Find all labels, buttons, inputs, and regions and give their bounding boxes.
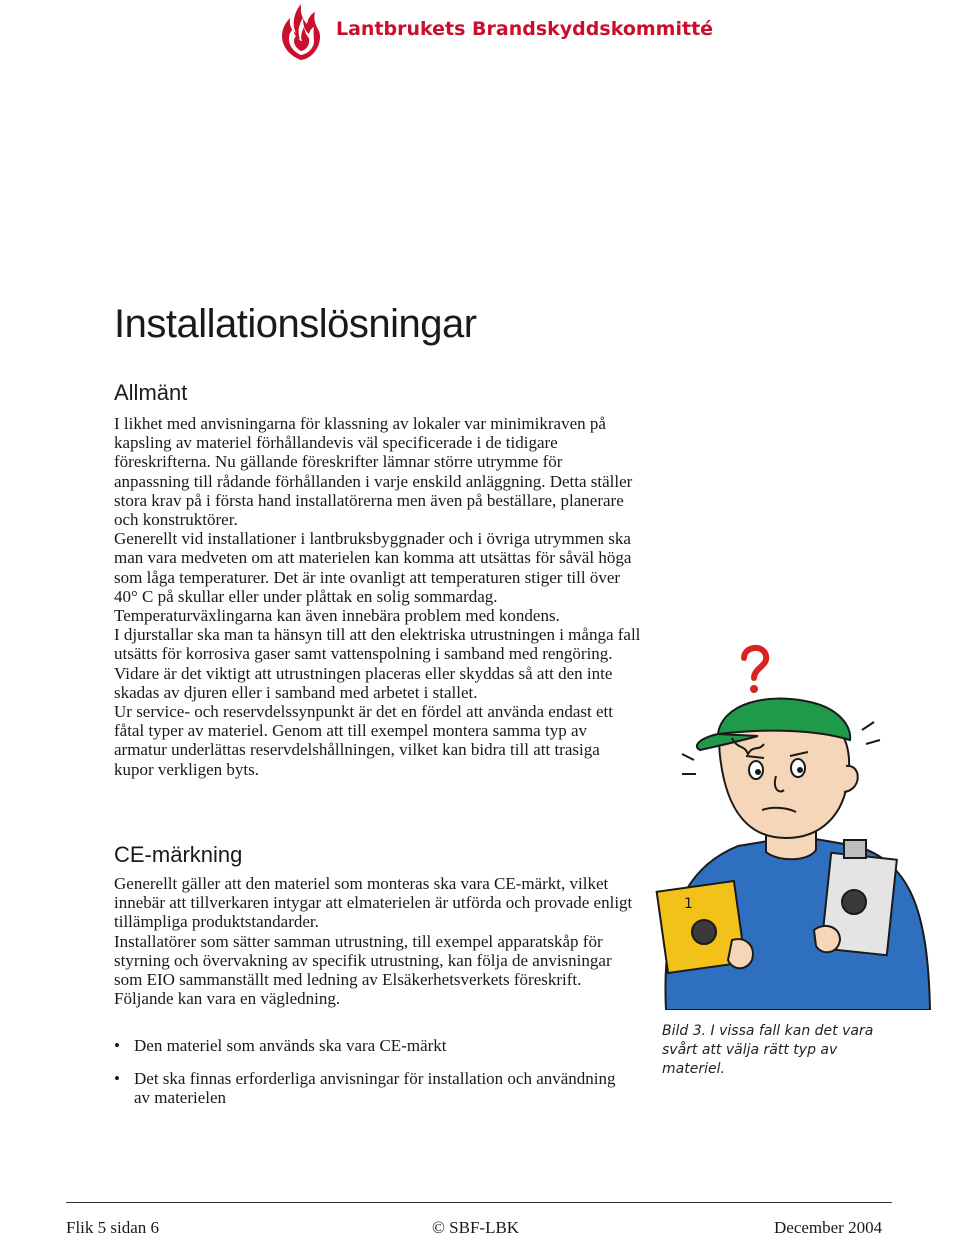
paragraph: Generellt gäller att den materiel som monteras ska vara CE-märkt, vilket innebär att tillverkaren intygar att elmaterielen är utförda och provade enligt tillämpliga produktstandarder. xyxy=(114,874,633,932)
footer-page-label: Flik 5 sidan 6 xyxy=(66,1218,160,1237)
list-item xyxy=(114,1036,634,1055)
svg-text:1: 1 xyxy=(684,896,693,912)
paragraph: I likhet med anvisningarna för klassning av lokaler var minimikraven på kapsling av materiel förhållandevis väl specificerade i de tidigare föreskrifterna. Nu gällande föreskrifter lämnar större utrymme för anpassning till rådande förhållanden i varje enskild anläggning. Detta ställer stora krav på i första hand installatörerna men även på beställare, planerare och konstruktörer. xyxy=(114,414,633,530)
section-body-ce-markning xyxy=(114,874,642,1008)
paragraph: I djurstallar ska man ta hänsyn till att den elektriska utrustningen i många fall utsätts för korrosiva gaser samt vattenspolning i samband med rengöring. Vidare är det viktigt att utrustningen placeras eller skyddas så att den inte skadas av djuren eller i samband med arbetet i stallet. xyxy=(114,625,641,702)
flame-logo-icon xyxy=(272,0,330,62)
bullet-icon: • xyxy=(114,1069,120,1089)
paragraph: Generellt vid installationer i lantbruksbyggnader och i övriga utrymmen ska man vara medveten om att materielen kan komma att utsättas för såväl höga som låga temperaturer. Det är inte ovanligt att temperaturen stiger till över 40° C på skullar eller under plåttak en solig sommardag. Temperaturväxlingarna kan även innebära problem med kondens. xyxy=(114,529,632,626)
list-item xyxy=(114,1069,634,1107)
guidance-list xyxy=(114,1036,634,1122)
bullet-icon: • xyxy=(114,1036,120,1055)
paragraph: Följande kan vara en vägledning. xyxy=(114,989,341,1009)
organization-name: Lantbrukets Brandskyddskommitté xyxy=(336,18,714,40)
footer-copyright: © SBF-LBK xyxy=(432,1218,520,1237)
section-body-allmant xyxy=(114,414,642,779)
page-title: Installationslösningar xyxy=(114,302,477,346)
figure-caption: Bild 3. I vissa fall kan det vara svårt att välja rätt typ av materiel. xyxy=(662,1023,874,1077)
section-heading-ce-markning: CE-märkning xyxy=(114,842,243,867)
paragraph: Ur service- och reservdelssynpunkt är det en fördel att använda endast ett fåtal typer av materiel. Genom att till exempel montera samma typ av armatur underlättas reservdelshållningen, vilket kan bidra till att trasiga kupor verkligen byts. xyxy=(114,702,613,779)
paragraph: Installatörer som sätter samman utrustning, till exempel apparatskåp för styrning och övervakning av specifik utrustning, kan följa de anvisningar som EIO sammanställt med ledning av Elsäkerhetsverkets föreskrift. xyxy=(114,931,612,990)
footer-divider xyxy=(66,1202,892,1203)
section-heading-allmant: Allmänt xyxy=(114,380,188,405)
list-item-text: Den materiel som används ska vara CE-märkt xyxy=(134,1036,447,1055)
list-item-text: Det ska finnas erforderliga anvisningar för installation och användning av materielen xyxy=(134,1069,616,1108)
confused-man-illustration xyxy=(648,640,948,1010)
footer-date: December 2004 xyxy=(774,1218,883,1237)
question-mark-icon xyxy=(744,648,766,678)
